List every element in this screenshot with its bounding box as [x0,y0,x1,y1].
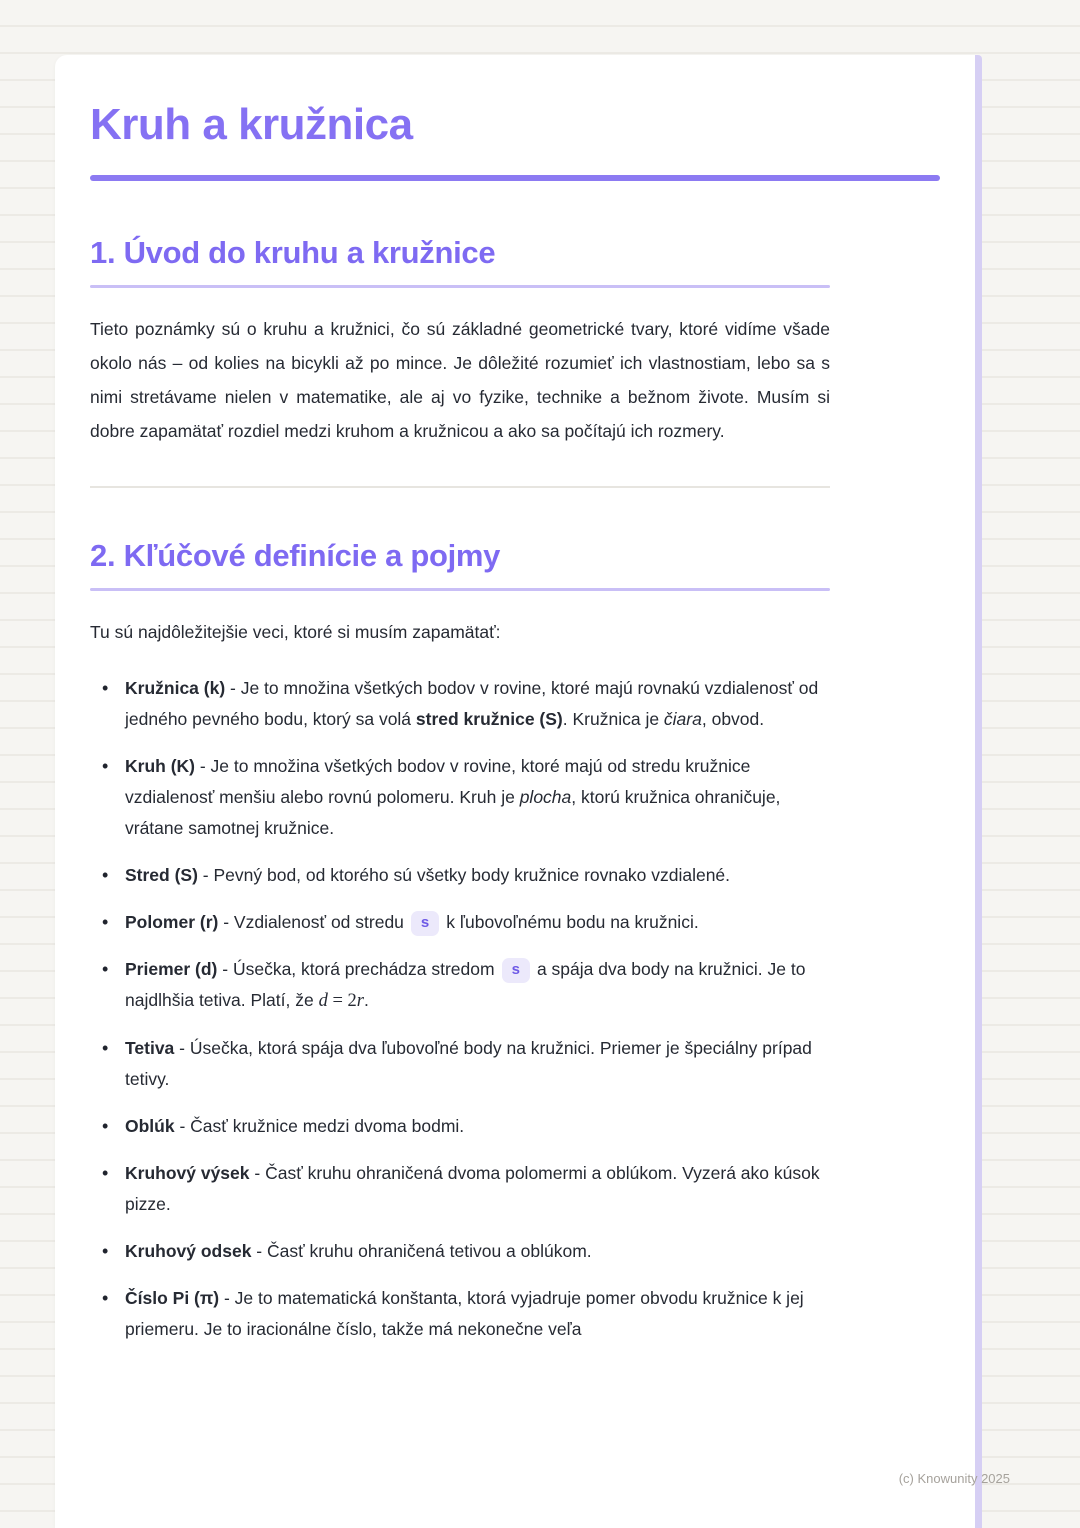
section-2-heading: 2. Kľúčové definície a pojmy [90,538,501,573]
text-segment: d [318,991,328,1011]
text-segment: Číslo Pi (π) [125,1288,220,1308]
title-underline [90,175,940,181]
definition-item [90,907,830,938]
text-segment: - Časť kruhu ohraničená tetivou a oblúkom. [251,1241,592,1261]
text-segment: plocha [519,787,572,807]
definitions-list [90,673,830,1345]
text-segment: - Úsečka, ktorá spája dva ľubovoľné body na kružnici. Priemer je špeciálny prípad tetivy. [125,1038,812,1089]
definition-item [90,1111,830,1142]
text-segment: čiara [663,709,702,729]
text-segment: r [356,991,364,1011]
text-segment: stred kružnice (S) [415,709,563,729]
text-segment: - Časť kružnice medzi dvoma bodmi. [174,1116,465,1136]
text-segment: Kruh (K) [125,756,195,776]
text-segment: Priemer (d) [125,959,218,979]
s-badge: s [411,911,439,936]
text-segment: = 2 [327,991,357,1011]
definition-item [90,954,830,1017]
text-segment: Tetiva [125,1038,175,1058]
page-title: Kruh a kružnica [90,100,413,149]
section-1-underline [90,285,830,288]
definition-item [90,1283,830,1345]
document-sheet [55,55,975,1528]
text-segment: . [363,990,369,1010]
text-segment: a spája dva body na kružnici. Je to najdlhšia tetiva. Platí, že [125,959,806,1010]
copyright-footer: (c) Knowunity 2025 [898,1471,1010,1486]
text-segment: Stred (S) [125,865,198,885]
right-accent-strip [975,55,982,1528]
definition-item [90,1033,830,1095]
text-segment: - Je to matematická konštanta, ktorá vyjadruje pomer obvodu kružnice k jej priemeru. Je to iracionálne číslo, takže má nekonečne veľa [125,1288,804,1339]
definition-item [90,860,830,891]
text-segment: , ktorú kružnica ohraničuje, vrátane samotnej kružnice. [125,787,781,838]
text-segment: Oblúk [125,1116,175,1136]
section-2-underline [90,588,830,591]
text-segment: Kruhový odsek [125,1241,252,1261]
definitions-intro: Tu sú najdôležitejšie veci, ktoré si musím zapamätať: [90,622,501,642]
text-segment: Polomer (r) [125,912,219,932]
definition-item [90,1158,830,1220]
definition-item [90,1236,830,1267]
text-segment: - Je to množina všetkých bodov v rovine, ktoré majú od stredu kružnice vzdialenosť menšiu alebo rovnú polomeru. Kruh je [125,756,751,807]
section-introduction [90,233,975,448]
text-segment: - Vzdialenosť od stredu [218,912,404,932]
text-segment: - Úsečka, ktorá prechádza stredom [217,959,495,979]
text-segment: Kruhový výsek [125,1163,250,1183]
definition-item [90,751,830,844]
text-segment: - Je to množina všetkých bodov v rovine, ktoré majú rovnakú vzdialenosť od jedného pevného bodu, ktorý sa volá [125,678,819,729]
text-segment: . Kružnica je [562,709,664,729]
section-divider [90,486,830,488]
text-segment: Kružnica (k) [125,678,226,698]
text-segment: - Pevný bod, od ktorého sú všetky body kružnice rovnako vzdialené. [197,865,731,885]
section-definitions [90,536,975,1345]
text-segment: , obvod. [701,709,765,729]
section-1-heading: 1. Úvod do kruhu a kružnice [90,235,496,270]
definition-item [90,673,830,735]
text-segment: k ľubovoľnému bodu na kružnici. [446,912,699,932]
text-segment: - Časť kruhu ohraničená dvoma polomermi a oblúkom. Vyzerá ako kúsok pizze. [125,1163,820,1214]
s-badge: s [502,958,530,983]
intro-paragraph: Tieto poznámky sú o kruhu a kružnici, čo sú základné geometrické tvary, ktoré vidíme všade okolo nás – od kolies na bicykli až po mince. Je dôležité rozumieť ich vlastnostiam, lebo sa s nimi stretávame nielen v matematike, ale aj vo fyzike, technike a bežnom živote. Musím si dobre zapamätať rozdiel medzi kruhom a kružnicou a ako sa počítajú ich rozmery. [90,319,830,441]
